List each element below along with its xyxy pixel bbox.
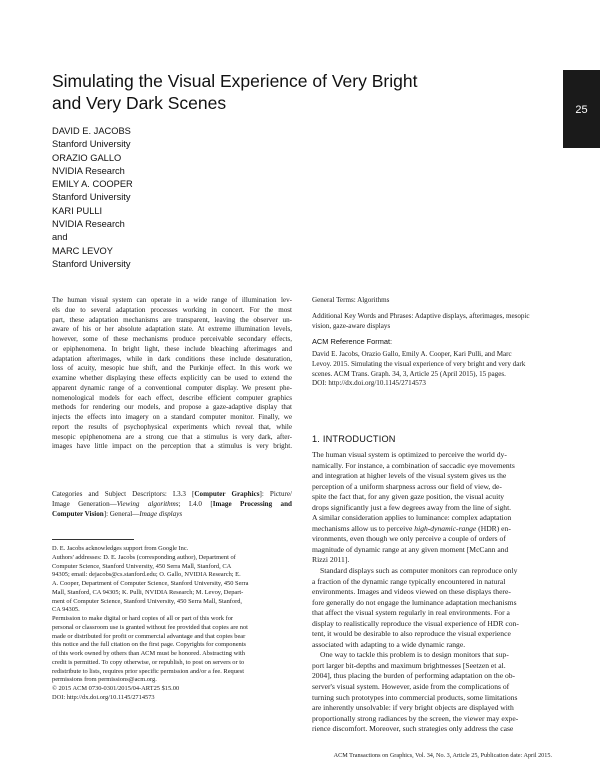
reference-format-line: scenes. ACM Trans. Graph. 34, 3, Article 25 (April 2015), 15 pages.: [312, 369, 506, 378]
body-line: rience discomfort. Moreover, such strategies only address the case: [312, 724, 514, 734]
abstract-line: injects the effects into imagery on a standard computer monitor. Finally, we: [52, 413, 292, 421]
author-name: DAVID E. JACOBS: [52, 126, 131, 136]
body-line: turning such prototypes into commercial products, some limitations: [312, 692, 518, 702]
reference-format-heading: ACM Reference Format:: [312, 337, 393, 347]
abstract-line: mesopic epiphenomena are a strong cue that a stimulus is very dark, after-: [52, 432, 292, 441]
footnote-line: CA 94305.: [52, 606, 80, 614]
author-list: [52, 125, 133, 271]
general-terms: General Terms: Algorithms: [312, 296, 390, 304]
footnote-line: 94305; email: dejacobs@cs.stanford.edu; O. Gallo, NVIDIA Research; E.: [52, 571, 241, 579]
body-line: magnitude of dynamic range at any given moment [McCann and: [312, 544, 509, 554]
body-line: mechanisms allow us to perceive high-dynamic-range (HDR) en-: [312, 523, 511, 533]
body-line: drops significantly just a few degrees away from the line of sight.: [312, 502, 512, 512]
abstract-line: report the results of psychophysical experiments which reveal that, while: [52, 422, 292, 431]
introduction-body: [312, 450, 552, 735]
footnote-line: Permission to make digital or hard copies of all or part of this work for: [52, 615, 234, 622]
abstract-line: aware of his or her absolute adaptation state. At extreme illumination levels,: [52, 325, 292, 334]
body-line: spite the fact that, for any given gaze position, the visual acuity: [312, 492, 505, 502]
reference-format-line: Levoy. 2015. Simulating the visual experience of very bright and very dark: [312, 359, 526, 368]
body-line: proportionally strong radiances by the screen, the viewer may expe-: [312, 713, 519, 723]
metadata-column: [312, 296, 552, 389]
footnote-line: D. E. Jacobs acknowledges support from Google Inc.: [52, 545, 189, 552]
body-line: Rizzi 2011].: [312, 555, 350, 565]
footnote-line: permissions from permissions@acm.org.: [52, 676, 157, 684]
copyright-line: © 2015 ACM 0730-0301/2015/04-ART25 $15.00: [52, 685, 180, 692]
footnote-line: Mall, Stanford, CA 94305; K. Pulli, NVIDIA Research; M. Levoy, Depart-: [52, 588, 244, 596]
body-line: environments. Images and videos viewed on these displays there-: [312, 587, 511, 597]
reference-format-line: David E. Jacobs, Orazio Gallo, Emily A. Cooper, Kari Pulli, and Marc: [312, 350, 512, 358]
author-name: MARC LEVOY: [52, 245, 113, 256]
running-footer: ACM Transactions on Graphics, Vol. 34, No. 3, Article 25, Publication date: April 2015.: [333, 752, 552, 759]
body-line: 2004], thus placing the burden of performing adaptation on the ob-: [312, 671, 516, 681]
abstract: [52, 296, 292, 452]
footnote-line: Computer Science, Stanford University, 450 Serra Mall, Stanford, CA: [52, 562, 232, 570]
abstract-line: nomenological models for each effect, describe efficient computer graphics: [52, 393, 292, 402]
body-line: and integration at higher levels of the visual system gives us the: [312, 471, 507, 481]
author-affiliation: NVIDIA Research: [52, 219, 125, 230]
abstract-line: methods for rendering our models, and propose a gaze-adaptive display that: [52, 403, 292, 412]
paper-title: [52, 70, 532, 114]
title-line-1: Simulating the Visual Experience of Very Bright: [52, 71, 418, 91]
abstract-line: images have little impact on the perception that a stimulus is very bright.: [52, 442, 292, 451]
author-affiliation: Stanford University: [52, 258, 131, 269]
body-line: perception of a uniform sharpness across our field of view, de-: [312, 481, 502, 491]
abstract-line: however, some of these mechanisms produce perceivable secondary effects,: [52, 335, 292, 343]
body-line: fore generally do not engage the luminance adaptation mechanisms: [312, 597, 517, 607]
footnote-line: personal or classroom use is granted without fee provided that copies are not: [52, 623, 248, 631]
footnote-line: ment of Computer Science, Stanford University, 450 Serra Mall, Stanford,: [52, 597, 243, 605]
body-line: namically. For instance, a combination of saccadic eye movements: [312, 460, 515, 470]
abstract-line: adaptation afterimages, while in dark conditions these include desaturation,: [52, 354, 292, 363]
footnote-line: this notice and the full citation on the first page. Copyrights for components: [52, 641, 246, 649]
body-line: vironments, even though we only perceive a couple of orders of: [312, 534, 506, 544]
body-line: A similar consideration applies to luminance: complex adaptation: [312, 513, 512, 523]
abstract-line: The human visual system can operate in a wide range of illumination lev-: [52, 296, 292, 304]
footnote-line: A. Cooper, Department of Computer Science, Stanford University, 450 Serra: [52, 580, 249, 587]
author-affiliation: NVIDIA Research: [52, 165, 125, 176]
footnote-line: redistribute to lists, requires prior specific permission and/or a fee. Request: [52, 667, 245, 675]
body-line: tent, it would be desirable to also reproduce the visual experience: [312, 629, 511, 639]
categories-descriptors: [52, 490, 292, 519]
categories-line: Categories and Subject Descriptors: I.3.3 [Computer Graphics]: Picture/: [52, 490, 292, 498]
abstract-line: part, these adaptation mechanisms are transparent, leaving the observer un-: [52, 315, 292, 324]
body-line: server's visual system. However, aside from the complications of: [312, 682, 510, 692]
keywords-line: Additional Key Words and Phrases: Adaptive displays, afterimages, mesopic: [312, 311, 530, 320]
body-line: port larger bit-depths and maximum brightnesses [Seetzen et al.: [312, 660, 506, 670]
doi-line: DOI: http://dx.doi.org/10.1145/2714573: [52, 693, 155, 701]
author-conjunction: and: [52, 232, 68, 243]
body-line: The human visual system is optimized to perceive the world dy-: [312, 450, 507, 459]
title-line-2: and Very Dark Scenes: [52, 93, 227, 113]
page-number-tab: [563, 70, 600, 148]
footnote-line: made or distributed for profit or commercial advantage and that copies bear: [52, 632, 246, 640]
footnote-divider: [52, 539, 134, 540]
abstract-line: or epiphenomena. In bright light, these include bleaching afterimages and: [52, 344, 292, 353]
section-heading: 1. INTRODUCTION: [312, 434, 396, 444]
body-line: that affect the visual system regularly in real environments. For a: [312, 608, 510, 618]
footnote-line: of this work owned by others than ACM must be honored. Abstracting with: [52, 650, 245, 657]
abstract-line: apparent dynamic range of a conventional computer display. We present phe-: [52, 383, 292, 392]
footnote-line: credit is permitted. To copy otherwise, or republish, to post on servers or to: [52, 658, 245, 666]
author-name: ORAZIO GALLO: [52, 152, 122, 163]
emphasis-term: high-dynamic-range: [414, 523, 477, 533]
author-affiliation: Stanford University: [52, 139, 131, 150]
footnote-line: Authors' addresses: D. E. Jacobs (corresponding author), Department of: [52, 553, 236, 561]
body-line: Standard displays such as computer monitors can reproduce only: [320, 566, 518, 576]
abstract-line: els due to several adaptation processes working in concert. For the most: [52, 305, 292, 314]
reference-format-line: DOI: http://dx.doi.org/10.1145/2714573: [312, 379, 426, 388]
keywords-line: vision, gaze-aware displays: [312, 321, 391, 330]
author-affiliation: Stanford University: [52, 192, 131, 203]
body-line: are inherently unsolvable: if very bright objects are displayed with: [312, 703, 514, 713]
body-line: display to realistically reproduce the visual experience of HDR con-: [312, 618, 519, 628]
body-line: a fraction of the dynamic range typically encountered in natural: [312, 576, 506, 586]
footnotes: [52, 545, 292, 703]
abstract-line: examine whether displaying these effects explicitly can be used to extend the: [52, 374, 292, 382]
author-name: EMILY A. COOPER: [52, 179, 133, 190]
body-line: One way to tackle this problem is to design monitors that sup-: [320, 650, 509, 660]
body-line: associated with adapting to a wide dynamic range.: [312, 639, 466, 649]
abstract-line: loss of acuity, mesopic hue shift, and the Purkinje effect. In this work we: [52, 364, 292, 373]
categories-line: Computer Vision]: General—Image displays: [52, 509, 183, 518]
author-name: KARI PULLI: [52, 205, 103, 216]
page-number: 25: [575, 104, 588, 116]
categories-line: Image Generation—Viewing algorithms; I.4.0 [Image Processing and: [52, 499, 292, 508]
